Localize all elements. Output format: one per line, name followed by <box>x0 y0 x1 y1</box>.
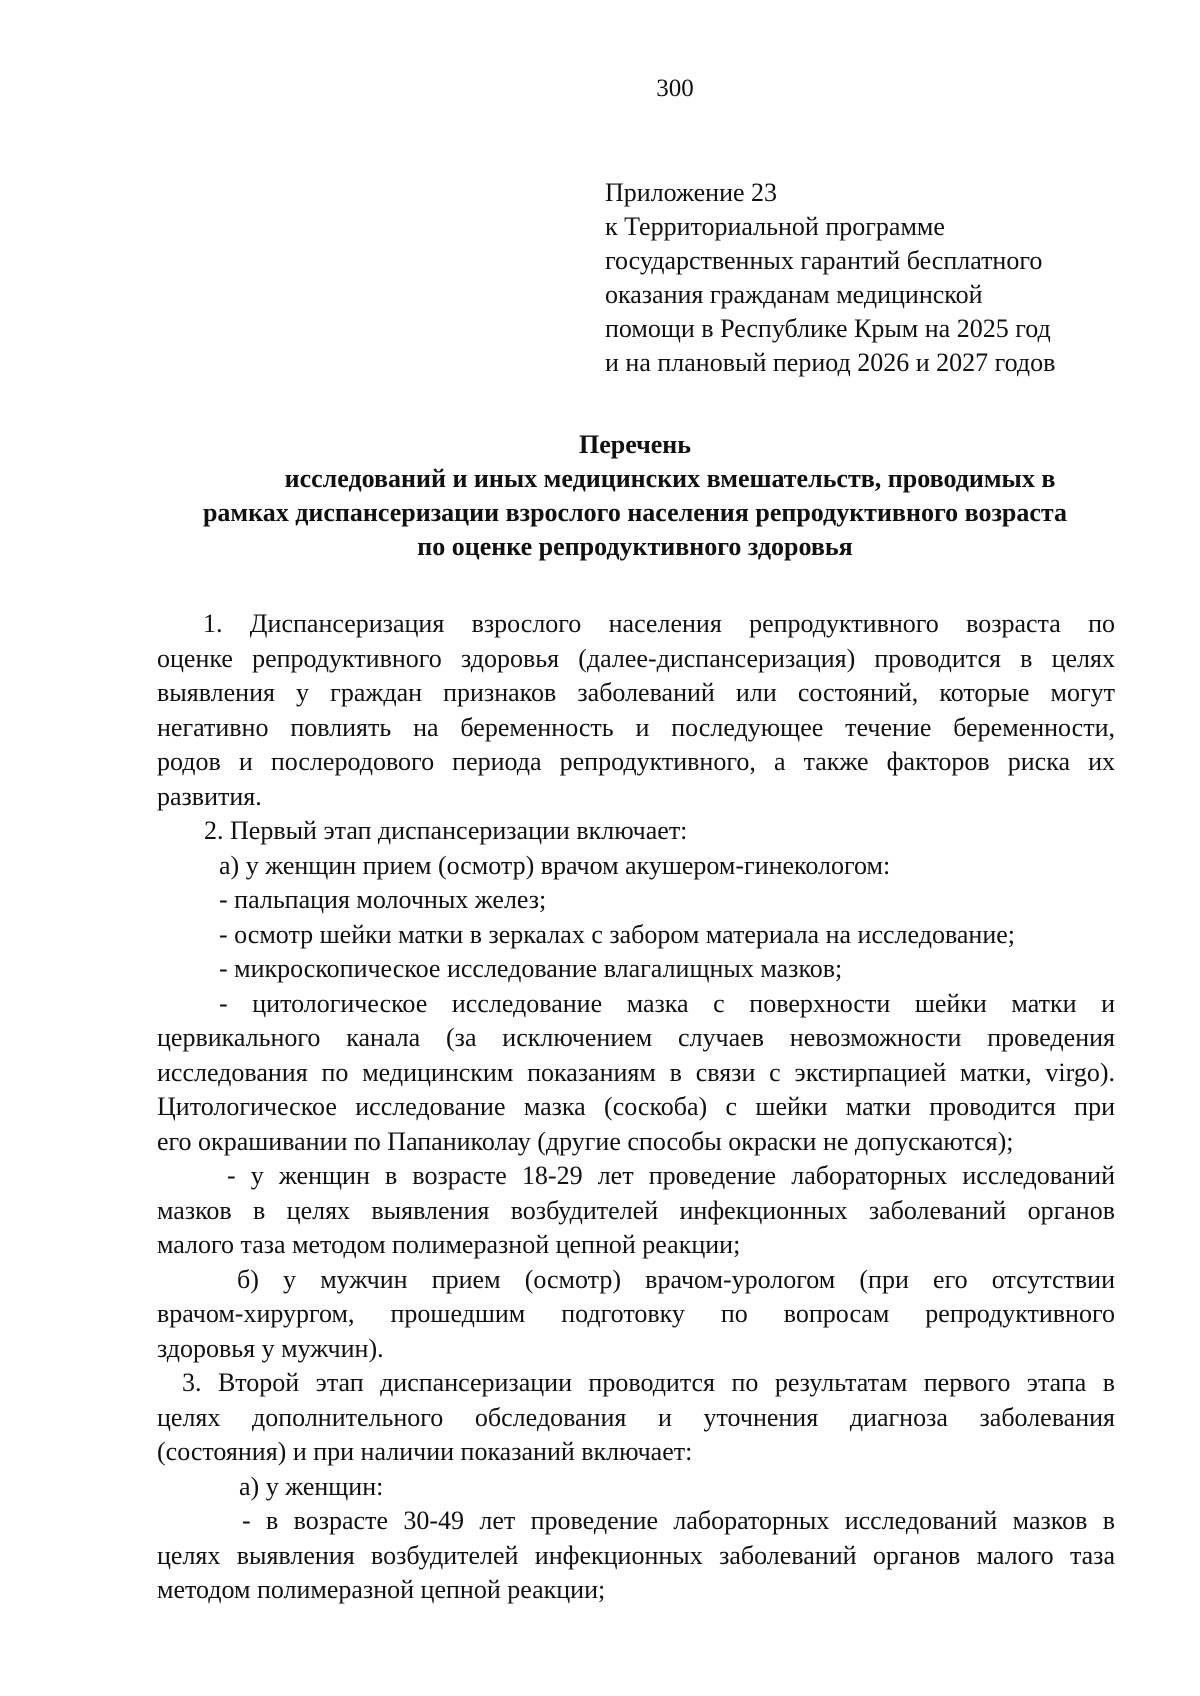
appendix-line: оказания гражданам медицинской <box>605 280 983 309</box>
appendix-header <box>605 176 1165 380</box>
body-line: здоровья у мужчин). <box>157 1333 384 1363</box>
body-line: а) у женщин: <box>239 1471 384 1501</box>
body-line: - цитологическое исследование мазка с поверхности шейки матки и <box>219 988 1115 1018</box>
body-line: мазков в целях выявления возбудителей инфекционных заболеваний органов <box>157 1195 1115 1225</box>
body-line: врачом-хирургом, прошедшим подготовку по вопросам репродуктивного <box>157 1299 1115 1328</box>
body-line: родов и послеродового периода репродуктивного, а также факторов риска их <box>157 747 1115 776</box>
body-line: целях выявления возбудителей инфекционных заболеваний органов малого таза <box>157 1540 1115 1570</box>
page-number: 300 <box>656 75 694 102</box>
body-line: развития. <box>157 781 262 811</box>
body-line: цервикального канала (за исключением случаев невозможности проведения <box>157 1023 1115 1052</box>
body-line: выявления у граждан признаков заболеваний или состояний, которые могут <box>157 678 1115 707</box>
body-line: - пальпация молочных желез; <box>219 885 547 914</box>
body-line: 3. Второй этап диспансеризации проводится по результатам первого этапа в <box>182 1368 1115 1397</box>
body-line: - осмотр шейки матки в зеркалах с забором материала на исследование; <box>219 919 1016 949</box>
document-body <box>157 607 1115 1608</box>
body-line: б) у мужчин прием (осмотр) врачом-урологом (при его отсутствии <box>237 1264 1115 1294</box>
title-subtitle-line: исследований и иных медицинских вмешательств, проводимых в <box>284 464 1056 493</box>
body-line: - микроскопическое исследование влагалищных мазков; <box>219 954 843 983</box>
body-line: методом полимеразной цепной реакции; <box>157 1575 606 1604</box>
body-line: целях дополнительного обследования и уточнения диагноза заболевания <box>157 1402 1115 1432</box>
body-line: 2. Первый этап диспансеризации включает: <box>204 816 688 845</box>
appendix-line: помощи в Республике Крым на 2025 год <box>605 314 1051 343</box>
title-subtitle-line: рамках диспансеризации взрослого населения репродуктивного возраста <box>202 498 1068 527</box>
appendix-line: к Территориальной программе <box>605 212 945 241</box>
appendix-line: государственных гарантий бесплатного <box>605 246 1043 275</box>
body-line: - в возрасте 30-49 лет проведение лабораторных исследований мазков в <box>242 1506 1115 1535</box>
body-line: (состояния) и при наличии показаний включает: <box>157 1437 693 1466</box>
body-line: оценке репродуктивного здоровья (далее-диспансеризация) проводится в целях <box>157 643 1115 673</box>
body-line: а) у женщин прием (осмотр) врачом акушером-гинекологом: <box>219 850 891 880</box>
appendix-line: Приложение 23 <box>605 178 778 207</box>
body-line: малого таза методом полимеразной цепной реакции; <box>157 1230 741 1259</box>
title-heading: Перечень <box>578 430 692 459</box>
body-line: - у женщин в возрасте 18-29 лет проведение лабораторных исследований <box>227 1161 1115 1190</box>
body-line: Цитологическое исследование мазка (соскоба) с шейки матки проводится при <box>157 1092 1115 1121</box>
body-line: 1. Диспансеризация взрослого населения репродуктивного возраста по <box>203 609 1115 638</box>
body-line: его окрашивании по Папаниколау (другие способы окраски не допускаются); <box>157 1126 1014 1156</box>
body-line: негативно повлиять на беременность и последующее течение беременности, <box>157 712 1115 742</box>
appendix-line: и на плановый период 2026 и 2027 годов <box>605 348 1056 377</box>
body-line: исследования по медицинским показаниям в связи с экстирпацией матки, virgo). <box>157 1057 1115 1087</box>
title-subtitle-line: по оценке репродуктивного здоровья <box>417 532 853 561</box>
document-title <box>150 428 1120 564</box>
